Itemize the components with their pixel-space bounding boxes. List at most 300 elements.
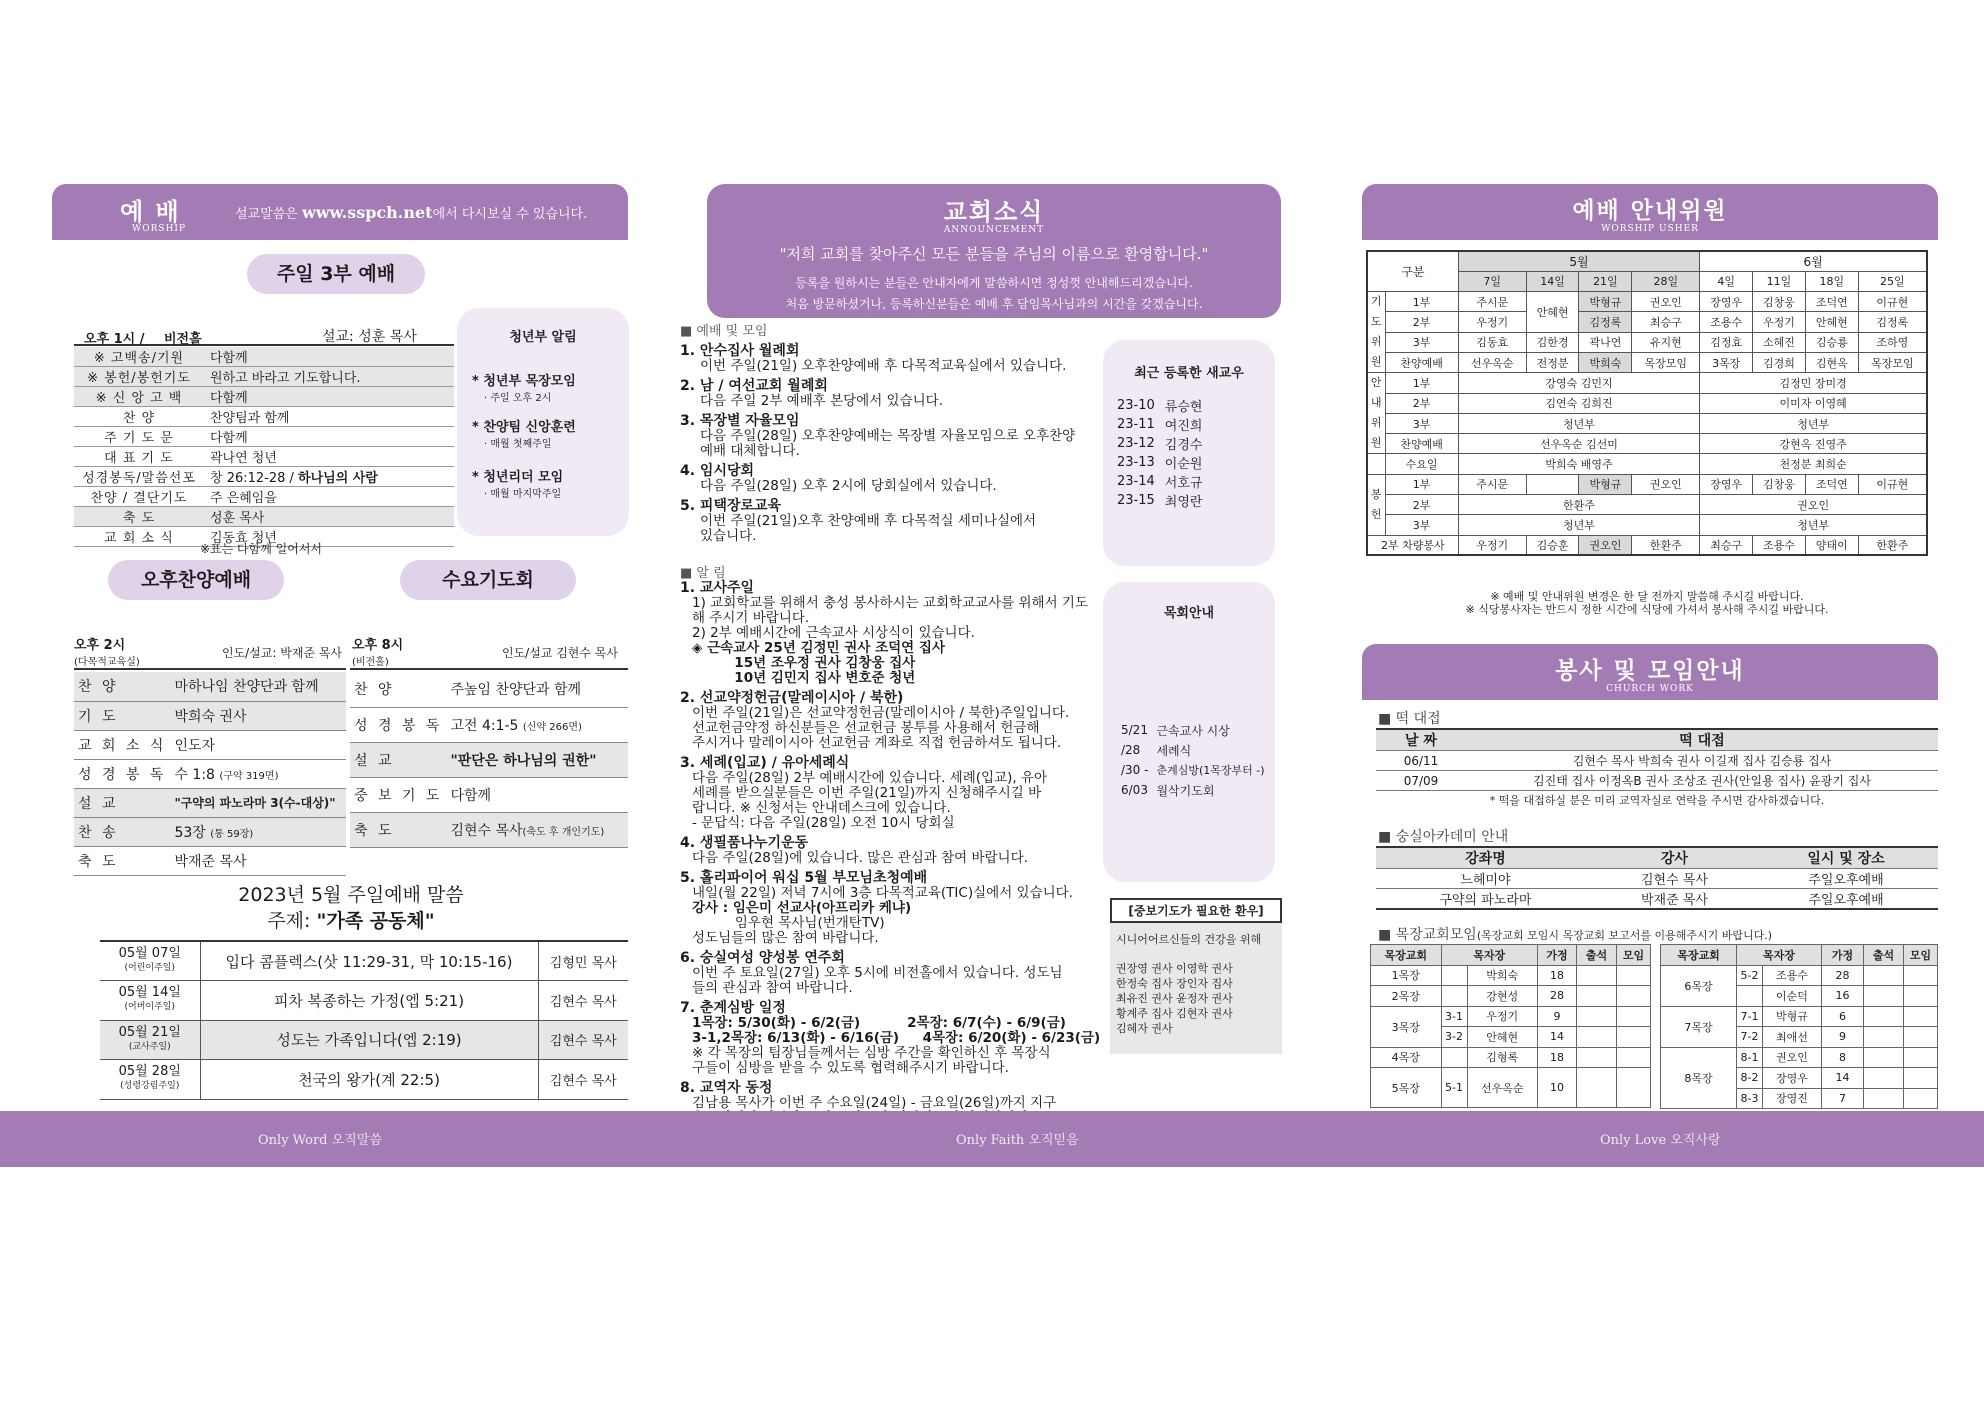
order-row <box>350 777 628 812</box>
schedule-row <box>1121 720 1265 740</box>
scripture-page: (구약 319면) <box>219 770 279 782</box>
order-label: 대 표 기 도 <box>74 447 204 467</box>
academy-course: 느헤미야 <box>1376 869 1595 889</box>
sermon-title: 입다 콤플렉스(삿 11:29-31, 막 10:15-16) <box>200 941 538 981</box>
date-note: (어린이주일) <box>124 963 175 973</box>
rice-date: 06/11 <box>1376 751 1466 771</box>
website-link[interactable]: www.sspch.net <box>301 203 433 222</box>
order-value: 박희숙 권사 <box>170 701 346 730</box>
academy-time: 주일오후예배 <box>1754 869 1938 889</box>
order-row <box>74 427 454 447</box>
group-title-text: ■ 목장교회모임 <box>1378 927 1477 943</box>
order-label: 중 보 기 도 <box>350 777 446 812</box>
order-label: 성경봉독/말씀선포 <box>74 467 204 487</box>
announce-body: ◈ 근속교사 25년 김정민 권사 조덕연 집사 <box>692 640 945 656</box>
ministry-schedule-panel <box>1103 582 1275 882</box>
order-value: 다함께 <box>204 427 454 447</box>
theme-value: "가족 공동체" <box>316 910 435 932</box>
announce-item <box>680 756 1100 831</box>
usher-row: 2부 차량봉사 우정기 김승훈 권오인 한환주 최승구 조용수 양태이 한환주 <box>1367 535 1927 555</box>
rice-cake-table <box>1376 728 1938 791</box>
order-row <box>74 407 454 427</box>
schedule-event: 근속교사 시상 <box>1156 723 1230 738</box>
usher-date: 11일 <box>1753 271 1806 291</box>
academy-h: 강사 <box>1595 847 1754 869</box>
rice-hosts: 김현수 목사 박희숙 권사 이길재 집사 김승룡 집사 <box>1466 751 1938 771</box>
announce-body: 이번 주일(21일) 오후찬양예배 후 다목적교육실에서 있습니다. <box>700 358 1067 374</box>
benediction-note: (축도 후 개인기도) <box>522 826 605 838</box>
order-value <box>446 812 628 847</box>
order-label: 성 경 봉 독 <box>74 759 170 788</box>
newcomer-name: 최영란 <box>1164 495 1203 510</box>
order-label: 설 교 <box>74 788 170 817</box>
service-header <box>1362 644 1938 700</box>
order-row <box>74 447 454 467</box>
order-label: 교 회 소 식 <box>74 730 170 759</box>
note-pre: 설교말씀은 <box>235 207 302 222</box>
announce-body: 이번 주 토요일(27일) 오후 5시에 비전홀에서 있습니다. 성도님 <box>692 965 1063 981</box>
newcomer-row <box>1117 453 1202 472</box>
order-value <box>204 467 454 487</box>
youth-item-2-title: 찬양팀 신앙훈련 <box>483 420 576 435</box>
order-value: 다함께 <box>204 387 454 407</box>
wednesday-place: (비전홀) <box>352 657 389 668</box>
date: 05월 14일 <box>118 985 181 1001</box>
academy-h: 일시 및 장소 <box>1754 847 1938 869</box>
order-label: 찬양 / 결단기도 <box>74 487 204 507</box>
academy-row <box>1376 869 1938 889</box>
rice-h-date: 날 짜 <box>1376 729 1466 751</box>
theme-prefix: 주제: <box>267 910 317 932</box>
order-value: "구약의 파노라마 3(수-대상)" <box>170 788 346 817</box>
wednesday-time: 오후 8시 <box>352 638 404 653</box>
group-row: 3-2 안혜현 14 <box>1371 1027 1651 1048</box>
newcomer-row <box>1117 396 1202 415</box>
youth-item-3-sub: · 매월 마지막주일 <box>484 489 562 500</box>
afternoon-order-table <box>74 672 346 876</box>
order-row <box>350 707 628 742</box>
order-row <box>74 467 454 487</box>
newcomer-no: 23-10 <box>1117 398 1155 413</box>
usher-row: 2부 우정기 김정록 최승구 조용수 우정기 안혜현 김정록 <box>1367 312 1927 332</box>
worship-header <box>52 184 628 240</box>
group-row: 8-3 장영진 7 <box>1661 1088 1938 1109</box>
rice-cake-title: ■ 떡 대접 <box>1378 711 1441 727</box>
sermon-title: 하나님의 사람 <box>298 471 378 486</box>
service-title: 봉사 및 모임안내 <box>1555 657 1745 684</box>
announce-item <box>680 951 1100 996</box>
hymn: 53장 <box>174 824 206 841</box>
announce-heading: 8. 교역자 동정 <box>680 1080 773 1096</box>
youth-notice-title: 청년부 알림 <box>509 330 577 345</box>
order-value: 성훈 목사 <box>204 507 454 527</box>
usher-row: 봉 헌 1부 주시문 박형규 권오인 장영우 김창웅 조덕연 이규현 <box>1367 474 1927 494</box>
newcomer-row <box>1117 491 1202 510</box>
group-row: 이순덕 16 <box>1661 986 1938 1007</box>
announce-heading: 4. 생필품나누기운동 <box>680 835 809 851</box>
order-label: 찬 송 <box>74 817 170 846</box>
schedule-event: 세례식 <box>1156 743 1192 758</box>
academy-table <box>1376 846 1938 910</box>
usher-table <box>1366 250 1928 556</box>
newcomer-no: 23-12 <box>1117 436 1155 451</box>
academy-row <box>1376 889 1938 910</box>
order-row <box>74 487 454 507</box>
announce-body: 있습니다. <box>700 528 757 544</box>
group-h: 출석 <box>1577 945 1617 966</box>
newcomer-name: 서호규 <box>1164 476 1203 491</box>
scripture: 수 1:8 <box>174 766 215 783</box>
announce-body: 내일(월 22일) 저녁 7시에 3층 다목적교육(TIC)실에서 있습니다. <box>692 885 1073 901</box>
newcomers-title: 최근 등록한 새교우 <box>1134 366 1244 381</box>
may-sermons-title: 2023년 5월 주일예배 말씀 <box>238 884 464 906</box>
newcomer-row <box>1117 472 1202 491</box>
announcement-title: 교회소식 <box>943 197 1045 226</box>
usher-row: 수요일 박희숙 배영주 천정분 최희순 <box>1367 454 1927 474</box>
date: 05월 28일 <box>118 1064 181 1080</box>
group-row: 8목장 8-1 권오인 8 <box>1661 1047 1938 1068</box>
prayer-title: [중보기도가 필요한 환우] <box>1110 898 1282 923</box>
announce-item <box>680 1001 1100 1076</box>
newcomer-no: 23-14 <box>1117 474 1155 489</box>
order-row <box>74 701 346 730</box>
scripture: 고전 4:1-5 <box>450 717 519 734</box>
announce-item <box>680 414 1100 459</box>
sermon-title: 천국의 왕가(계 22:5) <box>200 1060 538 1100</box>
section-worship: ■ 예배 및 모임 <box>680 324 768 339</box>
benediction: 김현수 목사 <box>450 822 523 839</box>
order-label: 교 회 소 식 <box>74 527 204 547</box>
group-row: 6목장 5-2 조용수 28 <box>1661 965 1938 986</box>
announcements-list <box>680 316 1100 1126</box>
order-row <box>74 730 346 759</box>
worship-subtitle: WORSHIP <box>132 224 187 234</box>
afternoon-place: (다목적교육실) <box>74 657 140 668</box>
academy-time: 주일오후예배 <box>1754 889 1938 910</box>
service3-title: 주일 3부 예배 <box>247 254 425 294</box>
announce-heading: 3. 세례(입교) / 유아세례식 <box>680 755 850 771</box>
service3-time: 오후 1시 / <box>84 332 145 347</box>
group-row: 1목장 박희숙 18 <box>1371 965 1651 986</box>
date-note: (어버이주일) <box>124 1002 175 1013</box>
group-row: 7-2 최애선 9 <box>1661 1027 1938 1048</box>
order-value: 주 은혜임을 <box>204 487 454 507</box>
academy-lecturer: 김현수 목사 <box>1595 869 1754 889</box>
welcome-line-2: 처음 방문하셨거나, 등록하신분들은 예배 후 담임목사님과의 시간을 갖겠습니다. <box>785 297 1203 311</box>
order-row <box>74 507 454 527</box>
announce-body: 다음 주일 2부 예배후 본당에서 있습니다. <box>700 393 943 409</box>
announce-item <box>680 871 1100 946</box>
youth-item-1-sub: · 주일 오후 2시 <box>484 393 552 404</box>
newcomers-list <box>1117 396 1202 510</box>
announce-heading: 2. 남 / 여선교회 월례회 <box>680 378 828 394</box>
announce-heading: 7. 춘계심방 일정 <box>680 1000 786 1016</box>
date: 05월 07일 <box>118 946 181 961</box>
date: 05월 21일 <box>118 1024 181 1040</box>
usher-note: ※ 예배 및 안내위원 변경은 한 달 전까지 말씀해 주시길 바랍니다. <box>1490 590 1804 603</box>
youth-item-3-title: 청년리더 모임 <box>483 470 564 485</box>
order-row <box>350 812 628 847</box>
usher-notes <box>1366 590 1928 616</box>
group-table-left <box>1370 944 1651 1108</box>
may-sermons-table <box>100 940 628 1100</box>
order-row <box>74 846 346 875</box>
sermon-preacher: 김현수 목사 <box>538 1060 628 1100</box>
schedule-date: /28 <box>1121 743 1141 757</box>
group-title <box>1378 924 1772 944</box>
youth-item-2: * 찬양팀 신앙훈련 · 매월 첫째주일 <box>472 420 576 450</box>
announce-body: 10년 김민지 집사 변호준 청년 <box>692 670 916 686</box>
announce-item <box>680 344 1100 374</box>
newcomer-row <box>1117 434 1202 453</box>
rice-note: * 떡을 대접하실 분은 미리 교역자실로 연락을 주시면 감사하겠습니다. <box>1489 794 1825 807</box>
announce-body: 임우현 목사님(번개탄TV) <box>692 915 885 931</box>
order-value: 김동효 청년 <box>204 527 454 547</box>
announce-body: ※ 각 목장의 팀장님들께서는 심방 주간을 확인하신 후 목장식 <box>692 1045 1051 1061</box>
announce-body: 랍니다. ※ 신청서는 안내데스크에 있습니다. <box>692 800 951 816</box>
youth-notice-panel <box>457 308 629 536</box>
academy-lecturer: 박재준 목사 <box>1595 889 1754 910</box>
date-note: (성령강림주일) <box>120 1081 180 1092</box>
prayer-name-line: 권장영 권사 이영학 권사 <box>1116 962 1233 975</box>
usher-month-june: 6월 <box>1700 251 1927 271</box>
usher-row: 2부 김연숙 김희진 이미자 이영혜 <box>1367 393 1927 413</box>
prayer-names <box>1110 955 1282 1042</box>
rice-head <box>1376 729 1938 751</box>
order-label: 기 도 <box>74 701 170 730</box>
afternoon-time: 오후 2시 <box>74 638 126 653</box>
announce-body: 김남용 목사가 이번 주 수요일(24일) - 금요일(26일)까지 지구 <box>692 1095 1057 1111</box>
prayer-name-line: 황계주 집사 김현자 권사 <box>1116 1007 1233 1020</box>
sermon-preacher: 김현수 목사 <box>538 1020 628 1060</box>
sermon-date <box>100 981 200 1021</box>
newcomer-row <box>1117 415 1202 434</box>
group-note: (목장교회 모임시 목장교회 보고서를 이용해주시기 바랍니다.) <box>1476 929 1773 942</box>
announce-heading: 3. 목장별 자율모임 <box>680 413 800 429</box>
group-h: 가정 <box>1538 945 1577 966</box>
usher-note: ※ 식당봉사자는 반드시 정한 시간에 식당에 가셔서 봉사해 주시길 바랍니다. <box>1465 603 1829 616</box>
order-row <box>350 742 628 777</box>
ministry-schedule-list <box>1121 720 1265 800</box>
rice-hosts: 김진태 집사 이정옥B 권사 조상조 권사(안일용 집사) 윤광기 집사 <box>1466 771 1938 791</box>
order-row <box>74 672 346 701</box>
schedule-event: 월삭기도회 <box>1156 783 1215 798</box>
announce-body: 들의 관심과 참여 바랍니다. <box>692 980 853 996</box>
announce-body: 3-1,2목장: 6/13(화) - 6/16(금) 4목장: 6/20(화) - 6/23(금) <box>692 1030 1101 1046</box>
afternoon-info <box>74 634 346 670</box>
group-row: 4목장 김형록 18 <box>1371 1047 1651 1068</box>
youth-item-1: * 청년부 목장모임 · 주일 오후 2시 <box>472 374 576 404</box>
newcomer-name: 김경수 <box>1164 438 1203 453</box>
announce-body: 다음 주일(28일) 오후 2시에 당회실에서 있습니다. <box>700 478 997 494</box>
order-value: 곽나연 청년 <box>204 447 454 467</box>
order-value: 주높임 찬양단과 함께 <box>446 672 628 707</box>
announce-body: 성도님들의 많은 참여 바랍니다. <box>692 930 879 946</box>
footer-faith: Only Faith 오직믿음 <box>956 1133 1079 1148</box>
order-row <box>74 759 346 788</box>
wednesday-service-title: 수요기도회 <box>400 560 576 600</box>
announce-body: 구들이 심방을 받을 수 있도록 협력해주시기 바랍니다. <box>692 1060 1009 1076</box>
welcome-quote: "저희 교회를 찾아주신 모든 분들을 주님의 이름으로 환영합니다." <box>779 245 1209 263</box>
announce-body: 이번 주일(21일)오후 찬양예배 후 다목적실 세미나실에서 <box>700 513 1037 529</box>
sermon-preacher: 김현수 목사 <box>538 981 628 1021</box>
usher-date: 7일 <box>1458 271 1526 291</box>
usher-row: 2부 한환주 권오인 <box>1367 495 1927 515</box>
announce-body: 예배 대체합니다. <box>700 443 800 459</box>
announce-item <box>680 836 1100 866</box>
announce-heading: 2. 선교약정헌금(말레이시아 / 북한) <box>680 690 904 706</box>
order-value <box>446 707 628 742</box>
sermon-row <box>100 1020 628 1060</box>
wednesday-order-table <box>350 672 628 848</box>
announce-item <box>680 691 1100 751</box>
usher-month-may: 5월 <box>1458 251 1700 271</box>
usher-date: 4일 <box>1700 271 1753 291</box>
order-label: 설 교 <box>350 742 446 777</box>
afternoon-service-title: 오후찬양예배 <box>108 560 284 600</box>
order-row <box>74 367 454 387</box>
group-row: 3목장 3-1 우정기 9 <box>1371 1006 1651 1027</box>
newcomer-no: 23-13 <box>1117 455 1155 470</box>
order-value: 마하나임 찬양단과 함께 <box>170 672 346 701</box>
announce-body: 1목장: 5/30(화) - 6/2(금) 2목장: 6/7(수) - 6/9(금) <box>692 1015 1066 1031</box>
order-label: ※ 신 앙 고 백 <box>74 387 204 407</box>
order-label: 찬 양 <box>74 407 204 427</box>
schedule-event: 춘계심방(1목장부터 -) <box>1156 764 1265 777</box>
rice-row <box>1376 771 1938 791</box>
service3-place: 비전홀 <box>164 332 202 347</box>
usher-date: 28일 <box>1632 271 1700 291</box>
announce-item <box>680 464 1100 494</box>
usher-gubun: 구분 <box>1367 251 1458 292</box>
youth-item-1-title: 청년부 목장모임 <box>483 374 576 389</box>
group-h: 목자장 <box>1736 945 1821 966</box>
announce-heading: 1. 교사주일 <box>680 580 755 596</box>
usher-row: 3부 청년부 청년부 <box>1367 413 1927 433</box>
scripture-page: (신약 266면) <box>522 721 582 733</box>
order-row <box>74 387 454 407</box>
announce-heading: 5. 피택장로교육 <box>680 498 782 514</box>
order-row <box>74 788 346 817</box>
prayer-name-line: 김혜자 권사 <box>1116 1022 1173 1035</box>
order-label: 축 도 <box>74 846 170 875</box>
order-label: ※ 고백송/기원 <box>74 347 204 367</box>
usher-date: 14일 <box>1526 271 1579 291</box>
order-label: ※ 봉헌/봉헌기도 <box>74 367 204 387</box>
group-head <box>1661 945 1938 966</box>
usher-row: 찬양예배 선우옥순 김선미 강현옥 진영주 <box>1367 434 1927 454</box>
youth-item-2-sub: · 매월 첫째주일 <box>484 439 552 450</box>
group-h: 목자장 <box>1441 945 1538 966</box>
prayer-name-line: 최유진 권사 윤정자 권사 <box>1116 992 1233 1005</box>
group-row: 2목장 강현성 28 <box>1371 986 1651 1007</box>
may-theme <box>74 906 628 933</box>
announce-heading: 6. 숭실여성 양성봉 연주회 <box>680 950 845 966</box>
order-value: 다함께 <box>446 777 628 812</box>
order-label: 주 기 도 문 <box>74 427 204 447</box>
announce-body: 이번 주일(21일)은 선교약정헌금(말레이시아 / 북한)주일입니다. <box>692 705 1070 721</box>
group-h: 모임 <box>1617 945 1651 966</box>
schedule-row <box>1121 740 1265 760</box>
announcement-header <box>707 184 1281 318</box>
announce-heading: 5. 홀리파이어 워십 5월 부모님초청예배 <box>680 870 928 886</box>
rice-h-host: 떡 대접 <box>1466 729 1938 751</box>
usher-header <box>1362 184 1938 240</box>
announce-body: 다음 주일(28일)에 있습니다. 많은 관심과 참여 바랍니다. <box>692 850 1028 866</box>
date-note: (교사주일) <box>128 1041 171 1052</box>
note-post: 에서 다시보실 수 있습니다. <box>432 207 588 222</box>
usher-head-row <box>1367 251 1927 271</box>
service-subtitle: CHURCH WORK <box>1606 684 1694 694</box>
group-head <box>1371 945 1651 966</box>
academy-head <box>1376 847 1938 869</box>
order-value: 박재준 목사 <box>170 846 346 875</box>
announce-item <box>680 499 1100 544</box>
order-value <box>170 759 346 788</box>
order-row <box>74 347 454 367</box>
sermon-title: 피차 복종하는 가정(엡 5:21) <box>200 981 538 1021</box>
service3-order-table <box>74 347 454 547</box>
sermon-replay-note <box>235 203 587 222</box>
sermon-preacher: 김형민 목사 <box>538 941 628 981</box>
announce-body: 1) 교회학교를 위해서 충성 봉사하시는 교회학교교사를 위해서 기도해 주시기 바랍니다. <box>692 595 1089 626</box>
announce-body: - 문답식: 다음 주일(28일) 오전 10시 당회실 <box>692 815 955 831</box>
rice-date: 07/09 <box>1376 771 1466 791</box>
group-h: 가정 <box>1821 945 1863 966</box>
group-h: 출석 <box>1864 945 1904 966</box>
group-row: 5목장 5-1 선우옥순 10 <box>1371 1068 1651 1108</box>
announce-body: 다음 주일(28일) 오후찬양예배는 목장별 자율모임으로 오후찬양 <box>700 428 1076 444</box>
section-notices: ■ 알 림 <box>680 566 726 581</box>
schedule-date: 5/21 <box>1121 723 1148 737</box>
announcement-subtitle: ANNOUNCEMENT <box>943 225 1045 235</box>
announce-body: 다음 주일(28일) 2부 예배시간에 있습니다. 세례(입교), 유아 <box>692 770 1048 786</box>
announce-body: 2) 2부 예배시간에 근속교사 시상식이 있습니다. <box>692 625 975 641</box>
footer-love: Only Love 오직사랑 <box>1600 1133 1721 1148</box>
prayer-subtitle: 시니어어르신들의 건강을 위해 <box>1116 933 1262 946</box>
announce-item <box>680 581 1100 686</box>
newcomer-no: 23-15 <box>1117 493 1155 508</box>
afternoon-leader: 인도/설교: 박재준 목사 <box>221 646 342 660</box>
announce-body: 15년 조우정 권사 김창웅 집사 <box>692 655 916 671</box>
standing-note: ※표는 다함께 일어서서 <box>200 542 323 556</box>
order-value: 원하고 바라고 기도합니다. <box>204 367 454 387</box>
group-h: 목장교회 <box>1661 945 1737 966</box>
group-row: 8-2 장영우 14 <box>1661 1068 1938 1089</box>
prayer-request-box <box>1110 898 1282 1054</box>
order-value: "판단은 하나님의 권한" <box>446 742 628 777</box>
schedule-row <box>1121 780 1265 800</box>
scripture: 창 26:12-28 / <box>210 471 299 486</box>
usher-row: 찬양예배 선우옥순 전정분 박희숙 목장모임 3목장 김경희 김현옥 목장모임 <box>1367 352 1927 372</box>
usher-row: 안 내 위 원 1부 강영숙 김민지 김정민 장미경 <box>1367 373 1927 393</box>
group-table-right <box>1660 944 1938 1109</box>
order-value <box>170 817 346 846</box>
order-label: 찬 양 <box>350 672 446 707</box>
sermon-date <box>100 1060 200 1100</box>
group-h: 모임 <box>1904 945 1938 966</box>
group-row: 7목장 7-1 박형규 6 <box>1661 1006 1938 1027</box>
announce-item <box>680 379 1100 409</box>
sermon-row <box>100 941 628 981</box>
schedule-date: /30 - <box>1121 763 1149 777</box>
usher-date: 25일 <box>1858 271 1927 291</box>
wednesday-leader: 인도/설교 김현수 목사 <box>501 646 618 660</box>
order-value: 찬양팀과 함께 <box>204 407 454 427</box>
wednesday-info <box>350 634 628 670</box>
newcomer-name: 여진희 <box>1164 419 1203 434</box>
order-label: 축 도 <box>74 507 204 527</box>
